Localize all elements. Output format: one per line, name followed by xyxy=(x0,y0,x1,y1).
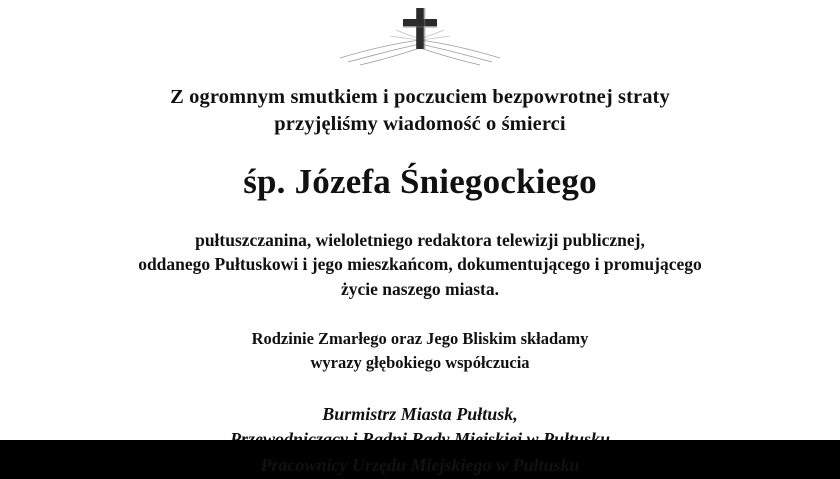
lead-line-1: Z ogromnym smutkiem i poczuciem bezpowrotnej straty xyxy=(170,86,670,108)
condolence-line-1: Rodzinie Zmarłego oraz Jego Bliskim składamy xyxy=(251,329,589,349)
signatory-line-1: Burmistrz Miasta Pułtusk, xyxy=(322,403,518,424)
condolence-line-2: wyrazy głębokiego współczucia xyxy=(310,352,530,372)
condolence-text xyxy=(252,327,589,375)
description-text xyxy=(138,228,702,303)
latin-cross-with-rays-icon xyxy=(240,6,600,68)
description-line-3: życie naszego miasta. xyxy=(341,279,499,300)
deceased-name: śp. Józefa Śniegockiego xyxy=(243,161,597,201)
bottom-black-bar xyxy=(0,440,840,452)
lead-line-2: przyjęliśmy wiadomość o śmierci xyxy=(274,113,566,136)
signatory-line-3: Pracownicy Urzędu Miejskiego w Pułtusku xyxy=(260,454,580,475)
description-line-2: oddanego Pułtuskowi i jego mieszkańcom, dokumentującego i promującego xyxy=(138,254,702,275)
lead-text xyxy=(170,84,670,139)
description-line-1: pułtuszczanina, wieloletniego redaktora telewizji publicznej, xyxy=(195,229,645,250)
